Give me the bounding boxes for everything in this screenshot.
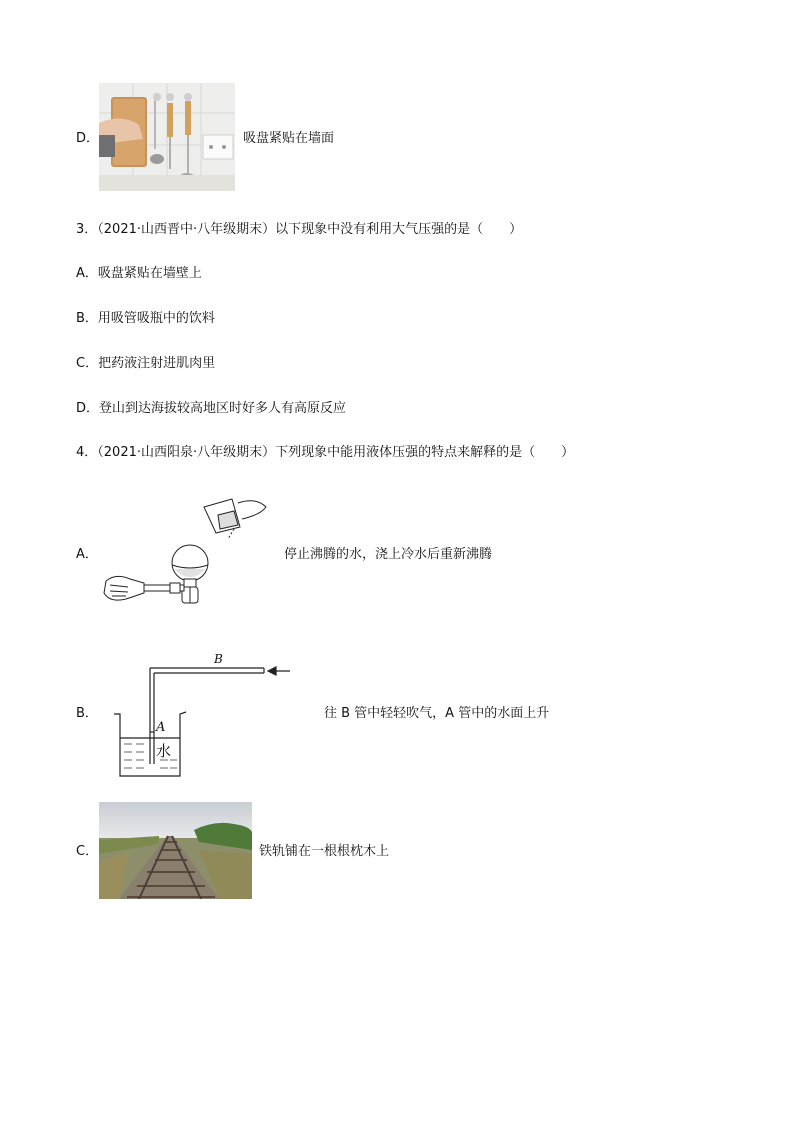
question-4-option-b-caption: 往 B 管中轻轻吹气，A 管中的水面上升 [324, 706, 550, 721]
option-d-letter: D． [76, 131, 100, 146]
tube-b-label: B [214, 652, 223, 666]
option-d-caption: 吸盘紧贴在墙面 [243, 131, 335, 146]
tube-a-label: A [156, 720, 166, 735]
suction-cup-hooks-photo [99, 83, 235, 191]
question-3-option-a: A．吸盘紧贴在墙壁上 [76, 266, 202, 281]
question-3-option-b: B．用吸管吸瓶中的饮料 [76, 311, 215, 326]
railway-track-photo [99, 802, 252, 899]
question-4-option-c-letter: C． [76, 844, 99, 859]
question-4-option-a-caption: 停止沸腾的水，浇上冷水后重新沸腾 [284, 547, 493, 562]
question-3-option-c: C．把药液注射进肌肉里 [76, 356, 216, 371]
question-4-option-a-letter: A． [76, 547, 98, 562]
question-3-stem: 3．（2021·山西晋中·八年级期末）以下现象中没有利用大气压强的是（ ） [76, 222, 523, 237]
water-label: 水 [156, 742, 172, 760]
question-3-option-d: D．登山到达海拔较高地区时好多人有高原反应 [76, 401, 347, 416]
question-4-option-c-caption: 铁轨铺在一根根枕木上 [259, 844, 390, 859]
question-4-stem: 4．（2021·山西阳泉·八年级期末）下列现象中能用液体压强的特点来解释的是（ ） [76, 445, 575, 460]
blowing-tube-beaker-diagram [110, 650, 296, 782]
question-4-option-b-letter: B． [76, 706, 98, 721]
boiling-flask-diagram [100, 493, 272, 611]
